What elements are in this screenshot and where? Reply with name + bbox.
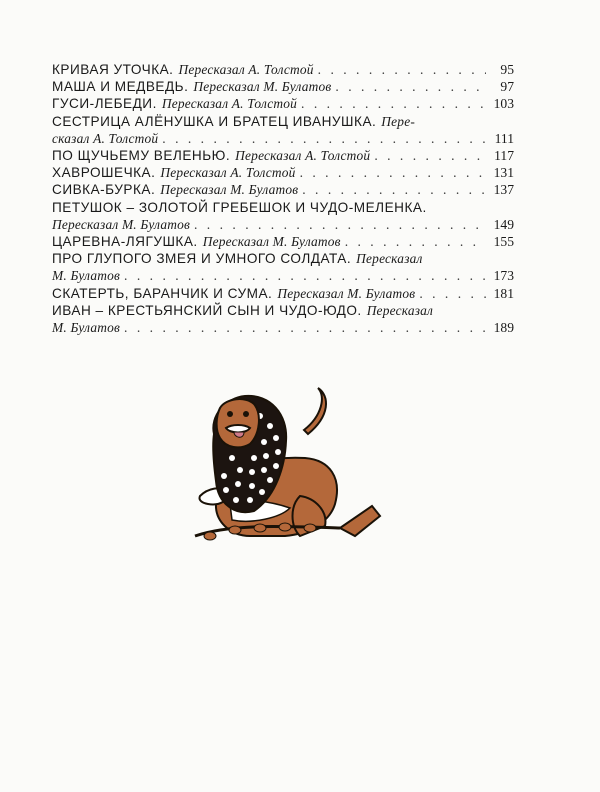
toc-line bbox=[52, 113, 514, 130]
toc-page-number: 181 bbox=[493, 285, 514, 301]
toc-entry bbox=[52, 302, 514, 336]
toc-line bbox=[52, 233, 514, 250]
toc-line bbox=[52, 267, 514, 284]
toc-entry bbox=[52, 233, 514, 250]
toc-title: КРИВАЯ УТОЧКА. bbox=[52, 62, 174, 77]
lion-eye-right bbox=[243, 411, 249, 417]
toc-page-number: 149 bbox=[493, 216, 514, 232]
toc-title: ПЕТУШОК – ЗОЛОТОЙ ГРЕБЕШОК И ЧУДО-МЕЛЕНКА. bbox=[52, 199, 427, 215]
toc-leader bbox=[345, 233, 486, 250]
toc-title: ХАВРОШЕЧКА. bbox=[52, 165, 156, 181]
toc-entry bbox=[52, 164, 514, 181]
toc-reteller: М. Булатов bbox=[52, 320, 121, 336]
toc-leader bbox=[419, 285, 486, 302]
toc-line bbox=[52, 78, 514, 95]
toc-line bbox=[52, 147, 514, 164]
toc-line bbox=[52, 319, 514, 336]
toc-leader bbox=[300, 164, 486, 181]
toc-title: СКАТЕРТЬ, БАРАНЧИК И СУМА. bbox=[52, 285, 273, 301]
toc-title: ПО ЩУЧЬЕМУ ВЕЛЕНЬЮ. bbox=[52, 148, 231, 164]
toc-page-number: 103 bbox=[493, 96, 514, 112]
toc-leader bbox=[335, 78, 486, 95]
toc-leader bbox=[374, 147, 486, 164]
toc-reteller: Пере- bbox=[381, 113, 416, 129]
toc-leader bbox=[124, 267, 486, 284]
toc-reteller: Пересказал А. Толстой bbox=[160, 165, 296, 181]
toc-page-number: 173 bbox=[493, 268, 514, 284]
lion-mouth bbox=[226, 425, 250, 433]
toc-line bbox=[52, 216, 514, 233]
toc-line bbox=[52, 95, 514, 112]
toc-entry bbox=[52, 285, 514, 302]
toc-reteller: Пересказал М. Булатов bbox=[202, 234, 341, 250]
toc-entry bbox=[52, 199, 514, 233]
lion-eye-left bbox=[227, 411, 233, 417]
toc-line bbox=[52, 181, 514, 198]
vine-fan bbox=[340, 506, 380, 536]
toc-line bbox=[52, 61, 514, 78]
toc-page-number: 111 bbox=[494, 130, 514, 146]
lion-face bbox=[217, 399, 259, 447]
toc-reteller: Пересказал М. Булатов bbox=[193, 79, 332, 95]
table-of-contents bbox=[52, 61, 514, 336]
toc-reteller: Пересказал А. Толстой bbox=[235, 148, 371, 164]
toc-title: МАША И МЕДВЕДЬ. bbox=[52, 79, 189, 95]
toc-reteller: Пересказал М. Булатов bbox=[160, 182, 299, 198]
toc-leader bbox=[301, 95, 486, 112]
toc-entry bbox=[52, 181, 514, 198]
toc-entry bbox=[52, 113, 514, 147]
toc-leader bbox=[318, 61, 486, 78]
toc-leader bbox=[124, 319, 486, 336]
toc-entry bbox=[52, 61, 514, 78]
toc-page-number: 117 bbox=[494, 148, 514, 164]
toc-line bbox=[52, 302, 514, 319]
toc-leader bbox=[194, 216, 486, 233]
toc-reteller: Пересказал bbox=[366, 302, 434, 318]
toc-reteller: сказал А. Толстой bbox=[52, 130, 159, 146]
toc-line bbox=[52, 130, 514, 147]
toc-leader bbox=[162, 130, 486, 147]
toc-line bbox=[52, 164, 514, 181]
toc-entry bbox=[52, 78, 514, 95]
toc-page-number: 97 bbox=[500, 79, 514, 95]
toc-line bbox=[52, 199, 514, 216]
toc-reteller: Пересказал А. Толстой bbox=[178, 62, 314, 77]
toc-reteller: М. Булатов bbox=[52, 268, 121, 284]
toc-reteller: Пересказал А. Толстой bbox=[161, 96, 298, 112]
toc-title: ИВАН – КРЕСТЬЯНСКИЙ СЫН И ЧУДО-ЮДО. bbox=[52, 302, 362, 318]
toc-line bbox=[52, 285, 514, 302]
toc-entry bbox=[52, 147, 514, 164]
toc-page-number: 137 bbox=[493, 182, 514, 198]
toc-leader bbox=[302, 181, 486, 198]
toc-page-number: 155 bbox=[493, 234, 514, 250]
toc-entry bbox=[52, 95, 514, 112]
lion-tail bbox=[304, 388, 326, 434]
toc-line bbox=[52, 250, 514, 267]
lion-icon bbox=[190, 386, 390, 586]
toc-title: СЕСТРИЦА АЛЁНУШКА И БРАТЕЦ ИВАНУШКА. bbox=[52, 113, 377, 129]
toc-page-number: 189 bbox=[493, 320, 514, 336]
toc-title: ЦАРЕВНА-ЛЯГУШКА. bbox=[52, 234, 198, 250]
toc-reteller: Пересказал М. Булатов bbox=[52, 216, 190, 232]
toc-page-number: 95 bbox=[500, 62, 514, 77]
toc-page-number: 131 bbox=[493, 165, 514, 181]
toc-reteller: Пересказал М. Булатов bbox=[277, 285, 416, 301]
toc-reteller: Пересказал bbox=[356, 251, 423, 267]
toc-title: ГУСИ-ЛЕБЕДИ. bbox=[52, 96, 157, 112]
toc-title: СИВКА-БУРКА. bbox=[52, 182, 156, 198]
toc-entry bbox=[52, 250, 514, 284]
toc-title: ПРО ГЛУПОГО ЗМЕЯ И УМНОГО СОЛДАТА. bbox=[52, 251, 352, 267]
